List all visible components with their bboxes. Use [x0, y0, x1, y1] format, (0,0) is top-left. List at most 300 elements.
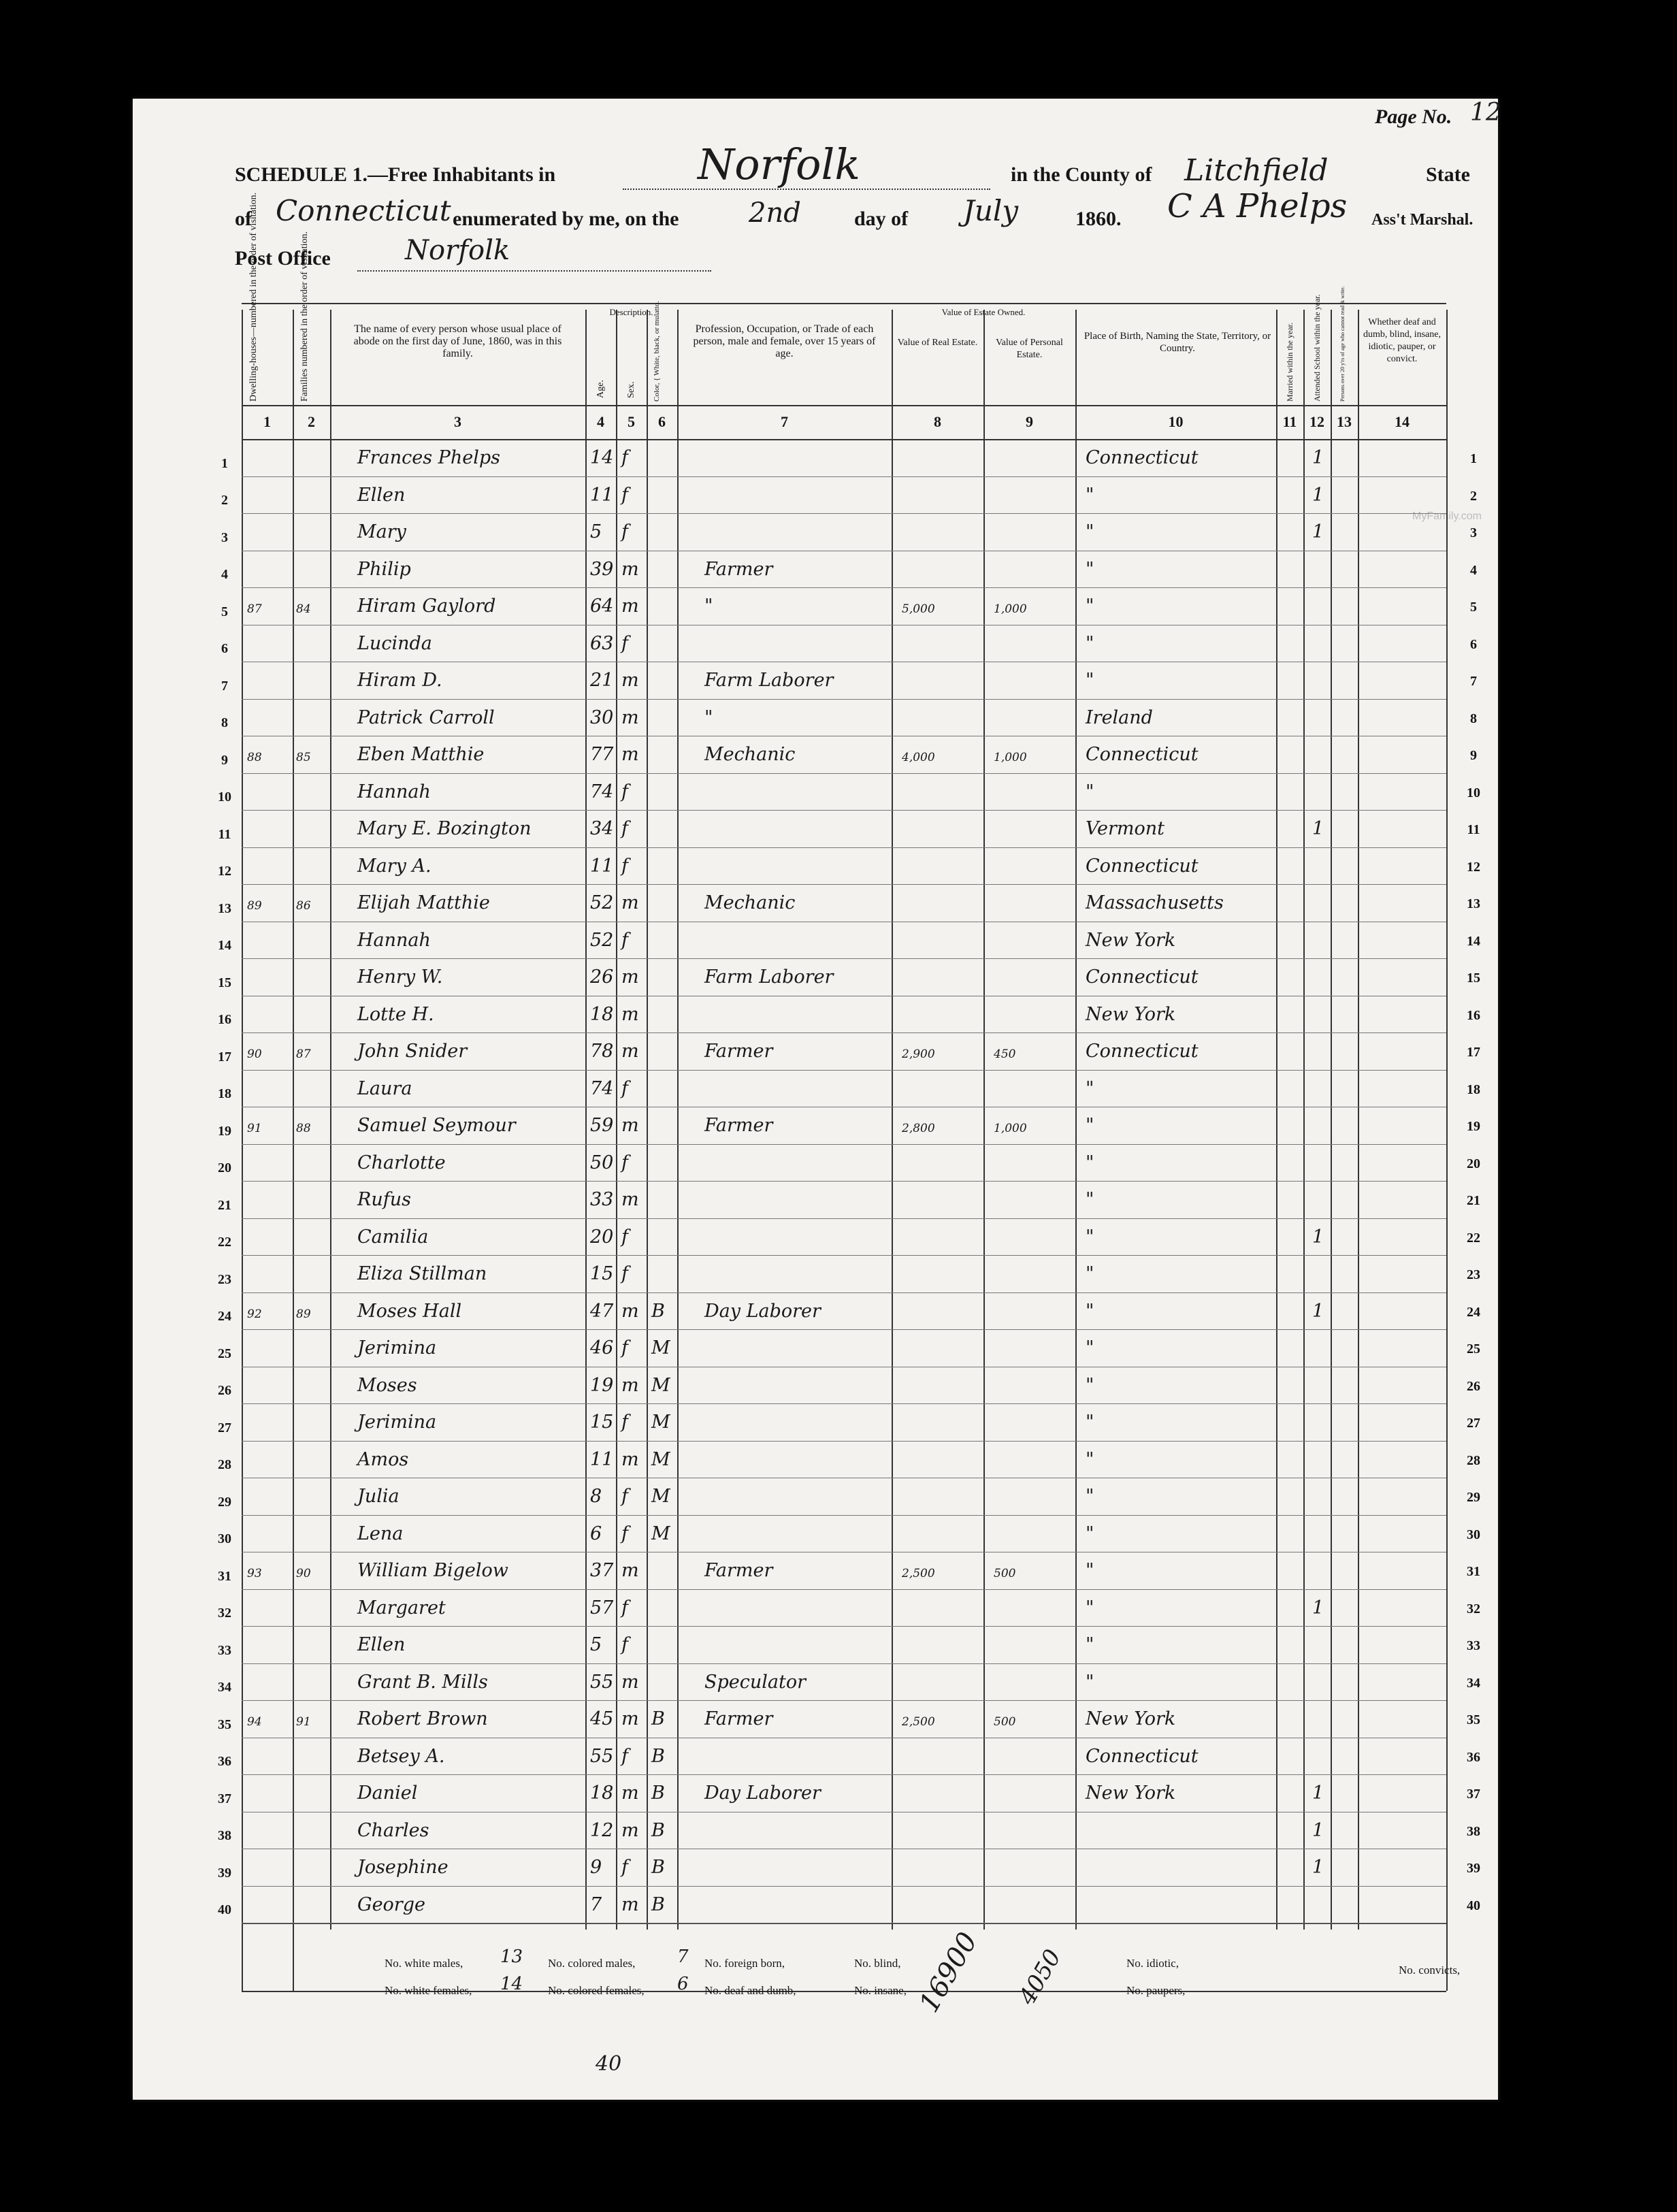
age: 37 — [590, 1560, 614, 1581]
school-mark: 1 — [1312, 818, 1324, 839]
occupation: Mechanic — [704, 744, 796, 765]
row-divider — [242, 847, 1446, 848]
column-number: 12 — [1309, 413, 1324, 430]
age: 26 — [590, 966, 614, 988]
row-number: 40 — [218, 1902, 231, 1917]
colored-females-value: 6 — [677, 1974, 689, 1994]
value-estate-header: Value of Estate Owned. — [941, 307, 1026, 317]
birthplace: " — [1086, 1152, 1094, 1173]
person-name: Charlotte — [357, 1152, 446, 1173]
family-number: 88 — [296, 1122, 311, 1135]
person-name: Grant B. Mills — [357, 1671, 488, 1693]
insane-label: No. insane, — [854, 1984, 907, 1997]
edge-row-number: 31 — [1467, 1564, 1480, 1579]
total-personal-estate: 4050 — [1013, 1945, 1067, 2010]
person-name: John Snider — [357, 1041, 468, 1062]
school-mark: 1 — [1312, 484, 1324, 506]
column-number: 3 — [454, 413, 461, 430]
color: B — [651, 1300, 665, 1322]
age: 20 — [590, 1226, 614, 1248]
edge-row-number: 15 — [1467, 971, 1480, 986]
post-office-label: Post Office — [235, 247, 331, 270]
birthplace: " — [1086, 781, 1094, 802]
occupation: Mechanic — [704, 892, 796, 913]
edge-row-number: 25 — [1467, 1341, 1480, 1356]
dwelling-number: 87 — [247, 602, 262, 616]
marshal-signature: C A Phelps — [1167, 187, 1348, 225]
edge-row-number: 12 — [1467, 859, 1480, 875]
row-divider — [242, 1589, 1446, 1590]
real-estate-value: 4,000 — [902, 751, 935, 764]
row-divider — [242, 1441, 1446, 1442]
dwelling-number: 92 — [247, 1307, 262, 1321]
age: 15 — [590, 1263, 614, 1284]
birthplace: Connecticut — [1086, 744, 1199, 765]
column-number: 6 — [658, 413, 666, 430]
birthplace: " — [1086, 1671, 1094, 1693]
family-number: 87 — [296, 1047, 311, 1061]
dwelling-number: 93 — [247, 1567, 262, 1580]
age: 39 — [590, 558, 614, 580]
edge-row-number: 30 — [1467, 1527, 1480, 1542]
total-real-estate: 16900 — [913, 1927, 984, 2018]
school-mark: 1 — [1312, 1783, 1324, 1804]
sex: m — [621, 892, 639, 913]
colored-males-value: 7 — [677, 1947, 689, 1967]
edge-row-number: 1 — [1470, 451, 1477, 466]
col6-header: Color, { White, black, or mulatto. — [653, 301, 661, 402]
row-number: 4 — [221, 567, 228, 582]
edge-row-number: 14 — [1467, 933, 1480, 949]
birthplace: New York — [1086, 929, 1176, 951]
page-label: Page No. — [1375, 105, 1452, 128]
white-males-label: No. white males, — [385, 1957, 463, 1970]
sex: f — [621, 929, 628, 951]
personal-estate-value: 450 — [994, 1047, 1016, 1061]
sex: f — [621, 1263, 628, 1284]
year: 1860. — [1075, 208, 1122, 230]
row-number: 15 — [218, 975, 231, 990]
column-number: 10 — [1168, 413, 1184, 430]
column-number: 9 — [1026, 413, 1033, 430]
age: 34 — [590, 818, 614, 839]
blind-label: No. blind, — [854, 1957, 901, 1970]
birthplace: Connecticut — [1086, 1041, 1199, 1062]
sex: m — [621, 1708, 639, 1729]
row-number: 28 — [218, 1457, 231, 1472]
person-name: Hiram Gaylord — [357, 596, 496, 617]
row-number: 1 — [221, 455, 228, 471]
sex: m — [621, 670, 639, 691]
row-number: 24 — [218, 1309, 231, 1324]
birthplace: " — [1086, 558, 1094, 580]
col2-header: Families numbered in the order of visitation. — [299, 231, 310, 402]
age: 63 — [590, 632, 614, 654]
row-divider — [242, 1032, 1446, 1033]
person-name: Rufus — [357, 1189, 411, 1210]
row-number: 9 — [221, 752, 228, 768]
page-number: 12 — [1470, 99, 1501, 127]
color: M — [651, 1523, 670, 1544]
schedule-title: SCHEDULE 1.—Free Inhabitants in — [235, 163, 556, 186]
age: 18 — [590, 1003, 614, 1025]
age: 57 — [590, 1597, 614, 1619]
row-number: 5 — [221, 604, 228, 619]
row-number: 35 — [218, 1717, 231, 1732]
age: 11 — [590, 1448, 614, 1470]
birthplace: " — [1086, 1374, 1094, 1396]
person-name: Mary E. Bozington — [357, 818, 532, 839]
color: B — [651, 1783, 665, 1804]
col1-header: Dwelling-houses—numbered in the order of visitation. — [248, 192, 259, 402]
row-number: 8 — [221, 715, 228, 730]
occupation: Day Laborer — [704, 1783, 821, 1804]
birthplace: " — [1086, 1448, 1094, 1470]
person-name: Mary — [357, 521, 406, 542]
school-mark: 1 — [1312, 1819, 1324, 1841]
sex: m — [621, 1671, 639, 1693]
person-name: Patrick Carroll — [357, 706, 495, 728]
color: M — [651, 1337, 670, 1359]
occupation: Farmer — [704, 558, 773, 580]
sex: f — [621, 1745, 628, 1767]
color: M — [651, 1486, 670, 1507]
person-name: Lena — [357, 1523, 404, 1544]
edge-row-number: 37 — [1467, 1787, 1480, 1802]
paupers-label: No. paupers, — [1126, 1984, 1186, 1997]
row-divider — [242, 810, 1446, 811]
row-number: 37 — [218, 1791, 231, 1806]
occupation: Day Laborer — [704, 1300, 821, 1322]
column-number: 5 — [628, 413, 635, 430]
sex: m — [621, 1189, 639, 1210]
birthplace: " — [1086, 1412, 1094, 1433]
sex: f — [621, 1857, 628, 1878]
sex: m — [621, 1560, 639, 1581]
row-divider — [242, 1626, 1446, 1627]
color: B — [651, 1745, 665, 1767]
row-number: 10 — [218, 790, 231, 804]
birthplace: " — [1086, 521, 1094, 542]
row-number: 26 — [218, 1383, 231, 1398]
col12-header: Attended School within the year. — [1312, 294, 1322, 402]
month: July — [963, 194, 1019, 227]
person-name: Jerimina — [357, 1337, 437, 1359]
age: 74 — [590, 781, 614, 802]
birthplace: " — [1086, 632, 1094, 654]
row-number: 25 — [218, 1346, 231, 1361]
row-divider — [242, 884, 1446, 885]
birthplace: Ireland — [1086, 706, 1153, 728]
row-number: 38 — [218, 1828, 231, 1843]
dwelling-number: 90 — [247, 1047, 262, 1061]
edge-row-number: 29 — [1467, 1490, 1480, 1505]
occupation: Farmer — [704, 1708, 773, 1729]
sex: f — [621, 1337, 628, 1359]
sex: m — [621, 596, 639, 617]
occupation: Farm Laborer — [704, 966, 834, 988]
birthplace: Connecticut — [1086, 966, 1199, 988]
person-name: Camilia — [357, 1226, 429, 1248]
row-divider — [242, 1403, 1446, 1404]
col13-header: Persons over 20 y'rs of age who cannot read & write. — [1339, 286, 1346, 402]
edge-row-number: 4 — [1470, 562, 1477, 578]
person-name: Philip — [357, 558, 411, 580]
edge-row-number: 11 — [1467, 822, 1480, 837]
row-divider — [242, 513, 1446, 514]
dwelling-number: 91 — [247, 1122, 262, 1135]
age: 6 — [590, 1523, 602, 1544]
edge-row-number: 9 — [1470, 748, 1477, 763]
person-name: Laura — [357, 1077, 412, 1099]
person-name: William Bigelow — [357, 1560, 508, 1581]
row-number: 17 — [218, 1049, 231, 1064]
person-name: Samuel Seymour — [357, 1115, 516, 1136]
person-name: Moses Hall — [357, 1300, 462, 1322]
age: 12 — [590, 1819, 614, 1841]
dwelling-number: 94 — [247, 1715, 262, 1729]
school-mark: 1 — [1312, 1226, 1324, 1248]
age: 9 — [590, 1857, 602, 1878]
edge-row-number: 38 — [1467, 1823, 1480, 1839]
person-name: Charles — [357, 1819, 429, 1841]
real-estate-value: 2,900 — [902, 1047, 935, 1061]
sex: m — [621, 1819, 639, 1841]
row-number: 21 — [218, 1197, 231, 1213]
col4-header: Age. — [596, 380, 606, 398]
age: 74 — [590, 1077, 614, 1099]
birthplace: " — [1086, 1486, 1094, 1507]
row-divider — [242, 1218, 1446, 1219]
sex: m — [621, 1374, 639, 1396]
birthplace: " — [1086, 1337, 1094, 1359]
sex: m — [621, 558, 639, 580]
age: 55 — [590, 1671, 614, 1693]
birthplace: " — [1086, 484, 1094, 506]
white-females-value: 14 — [500, 1974, 523, 1994]
school-mark: 1 — [1312, 1857, 1324, 1878]
birthplace: New York — [1086, 1783, 1176, 1804]
row-number: 13 — [218, 900, 231, 916]
sex: f — [621, 1523, 628, 1544]
person-name: Ellen — [357, 484, 406, 506]
family-number: 84 — [296, 602, 311, 616]
school-mark: 1 — [1312, 521, 1324, 542]
person-name: Henry W. — [357, 966, 443, 988]
row-number: 18 — [218, 1086, 231, 1101]
sex: m — [621, 1115, 639, 1136]
occupation: " — [704, 706, 713, 728]
birthplace: Vermont — [1086, 818, 1165, 839]
person-name: Robert Brown — [357, 1708, 488, 1729]
birthplace: " — [1086, 1634, 1094, 1655]
color: B — [651, 1819, 665, 1841]
row-number: 32 — [218, 1606, 231, 1621]
sex: f — [621, 1226, 628, 1248]
sex: f — [621, 1412, 628, 1433]
age: 21 — [590, 670, 614, 691]
row-number: 16 — [218, 1012, 231, 1027]
person-name: Daniel — [357, 1783, 418, 1804]
row-divider — [242, 1329, 1446, 1330]
post-office-name: Norfolk — [405, 235, 510, 266]
of-label: of — [235, 208, 252, 230]
person-name: Jerimina — [357, 1412, 437, 1433]
birthplace: Connecticut — [1086, 855, 1199, 877]
row-divider — [242, 476, 1446, 477]
color: B — [651, 1708, 665, 1729]
col14-header: Whether deaf and dumb, blind, insane, idiotic, pauper, or convict. — [1363, 317, 1441, 364]
row-number: 29 — [218, 1494, 231, 1510]
row-number: 7 — [221, 678, 228, 694]
family-number: 89 — [296, 1307, 311, 1321]
col9-header: Value of Personal Estate. — [996, 338, 1063, 360]
age: 30 — [590, 706, 614, 728]
row-divider — [242, 587, 1446, 588]
occupation: Speculator — [704, 1671, 807, 1693]
enumerated-label: enumerated by me, on the — [453, 208, 679, 230]
edge-row-number: 10 — [1467, 785, 1480, 800]
row-number: 14 — [218, 938, 231, 953]
row-divider — [242, 1181, 1446, 1182]
sex: m — [621, 1893, 639, 1915]
edge-row-number: 3 — [1470, 525, 1477, 540]
occupation: Farmer — [704, 1115, 773, 1136]
sex: f — [621, 447, 628, 468]
column-number: 14 — [1395, 413, 1410, 430]
col7-header: Profession, Occupation, or Trade of each person, male and female, over 15 years of age. — [693, 323, 876, 359]
edge-row-number: 34 — [1467, 1675, 1480, 1691]
edge-row-number: 2 — [1470, 488, 1477, 504]
sex: f — [621, 855, 628, 877]
occupation: Farmer — [704, 1041, 773, 1062]
school-mark: 1 — [1312, 1300, 1324, 1322]
edge-row-number: 28 — [1467, 1452, 1480, 1468]
row-divider — [242, 773, 1446, 774]
row-number: 39 — [218, 1865, 231, 1881]
edge-row-number: 33 — [1467, 1638, 1480, 1653]
sex: m — [621, 1041, 639, 1062]
col5-header: Sex. — [626, 381, 636, 398]
edge-row-number: 35 — [1467, 1712, 1480, 1727]
age: 64 — [590, 596, 614, 617]
row-number: 3 — [221, 530, 228, 545]
town-name: Norfolk — [698, 140, 860, 189]
real-estate-value: 5,000 — [902, 602, 935, 616]
age: 45 — [590, 1708, 614, 1729]
column-number: 13 — [1337, 413, 1352, 430]
day: 2nd — [749, 197, 801, 229]
age: 59 — [590, 1115, 614, 1136]
row-number: 36 — [218, 1754, 231, 1769]
person-name: Mary A. — [357, 855, 432, 877]
edge-row-number: 23 — [1467, 1267, 1480, 1282]
real-estate-value: 2,500 — [902, 1567, 935, 1580]
person-name: Hannah — [357, 929, 431, 951]
row-divider — [242, 1700, 1446, 1701]
person-name: Eben Matthie — [357, 744, 485, 765]
person-name: Betsey A. — [357, 1745, 445, 1767]
edge-row-number: 22 — [1467, 1230, 1480, 1246]
row-divider — [242, 1070, 1446, 1071]
color: B — [651, 1857, 665, 1878]
age: 19 — [590, 1374, 614, 1396]
colored-females-label: No. colored females, — [548, 1984, 645, 1997]
person-name: Hiram D. — [357, 670, 442, 691]
row-number: 34 — [218, 1680, 231, 1695]
birthplace: New York — [1086, 1003, 1176, 1025]
column-number: 7 — [781, 413, 788, 430]
row-number: 20 — [218, 1160, 231, 1175]
colored-males-label: No. colored males, — [548, 1957, 636, 1970]
age: 33 — [590, 1189, 614, 1210]
sex: f — [621, 1597, 628, 1619]
birthplace: " — [1086, 1115, 1094, 1136]
sex: m — [621, 1448, 639, 1470]
age: 46 — [590, 1337, 614, 1359]
col11-header: Married within the year. — [1285, 323, 1295, 402]
birthplace: " — [1086, 1263, 1094, 1284]
age: 52 — [590, 892, 614, 913]
white-males-value: 13 — [500, 1947, 523, 1967]
census-page — [133, 99, 1501, 2100]
birthplace: " — [1086, 1560, 1094, 1581]
color: B — [651, 1893, 665, 1915]
birthplace: " — [1086, 596, 1094, 617]
edge-row-number: 32 — [1467, 1601, 1480, 1616]
row-number: 2 — [221, 493, 228, 508]
person-name: Eliza Stillman — [357, 1263, 487, 1284]
row-divider — [242, 1663, 1446, 1664]
row-number: 6 — [221, 641, 228, 656]
personal-estate-value: 500 — [994, 1567, 1016, 1580]
row-number: 19 — [218, 1123, 231, 1139]
family-number: 86 — [296, 899, 311, 913]
real-estate-value: 2,800 — [902, 1122, 935, 1135]
age: 47 — [590, 1300, 614, 1322]
row-divider — [242, 1144, 1446, 1145]
sex: m — [621, 1003, 639, 1025]
birthplace: " — [1086, 1597, 1094, 1619]
person-name: Josephine — [357, 1857, 449, 1878]
sex: m — [621, 1300, 639, 1322]
edge-row-number: 19 — [1467, 1119, 1480, 1134]
edge-row-number: 24 — [1467, 1304, 1480, 1320]
idiotic-label: No. idiotic, — [1126, 1957, 1179, 1970]
edge-row-number: 36 — [1467, 1749, 1480, 1765]
col3-header: The name of every person whose usual place of abode on the first day of June, 1860, was in this family. — [353, 323, 562, 359]
sex: m — [621, 966, 639, 988]
occupation: Farmer — [704, 1560, 773, 1581]
person-name: Amos — [357, 1448, 409, 1470]
person-name: Frances Phelps — [357, 447, 500, 468]
row-divider — [242, 1774, 1446, 1775]
marshal-label: Ass't Marshal. — [1371, 211, 1474, 229]
sex: f — [621, 1486, 628, 1507]
sex: f — [621, 1152, 628, 1173]
sex: m — [621, 744, 639, 765]
family-number: 90 — [296, 1567, 311, 1580]
row-number: 11 — [218, 826, 231, 842]
row-number: 23 — [218, 1271, 231, 1287]
state-label: State — [1426, 163, 1470, 186]
row-divider — [242, 699, 1446, 700]
personal-estate-value: 1,000 — [994, 1122, 1027, 1135]
edge-row-number: 13 — [1467, 896, 1480, 911]
age: 7 — [590, 1893, 602, 1915]
column-number: 8 — [934, 413, 941, 430]
convicts-label: No. convicts, — [1399, 1964, 1461, 1977]
